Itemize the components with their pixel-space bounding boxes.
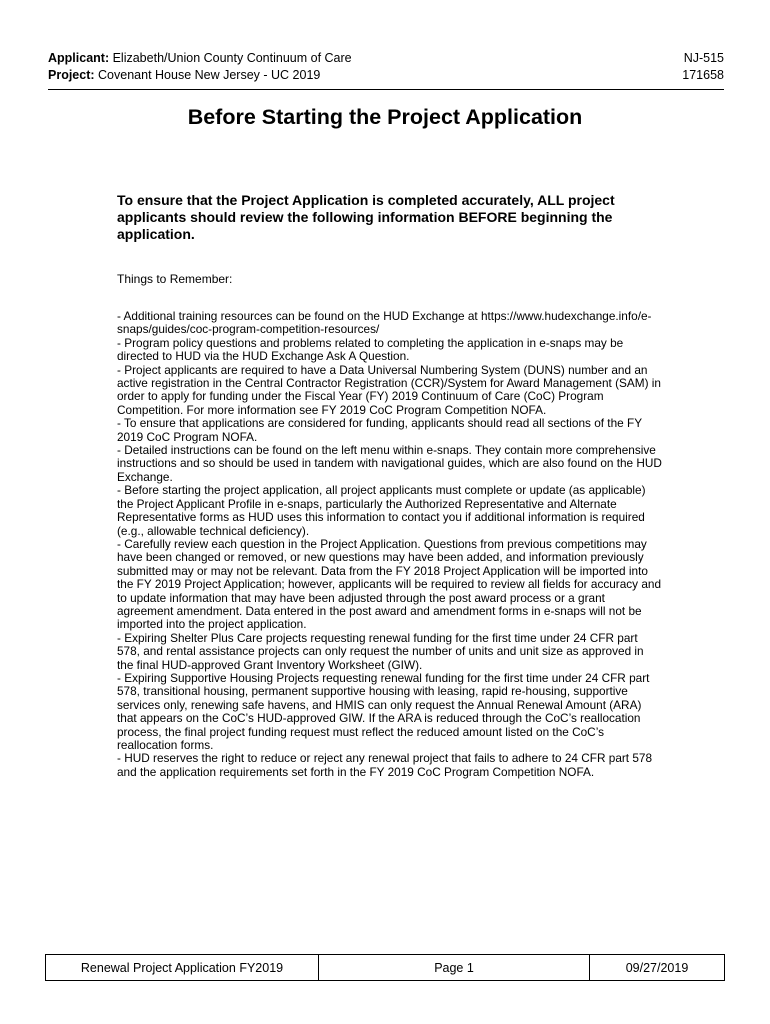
bullet-item: - Project applicants are required to have a Data Universal Numbering System (DUNS) number and an active registration in the Central Contractor Registration (CCR)/System for Award Management (SAM) in order to apply for funding under the Fiscal Year (FY) 2019 Continuum of Care (CoC) Program Competition. For more information see FY 2019 CoC Program Competition NOFA. bbox=[117, 362, 661, 417]
header-row-applicant bbox=[48, 50, 724, 67]
bullet-item: - Program policy questions and problems related to completing the application in e-snaps may be directed to HUD via the HUD Exchange Ask A Question. bbox=[117, 335, 624, 364]
bullet-item: - Additional training resources can be found on the HUD Exchange at https://www.hudexchange.info/e-snaps/guides/coc-program-competition-resources/ bbox=[117, 309, 652, 337]
applicant-value: Elizabeth/Union County Continuum of Care bbox=[112, 51, 352, 65]
things-to-remember-heading: Things to Remember: bbox=[117, 272, 233, 286]
bullet-item: - Before starting the project application, all project applicants must complete or update (as applicable) the Project Applicant Profile in e-snaps, particularly the Authorized Representative and Alternate Representative forms as HUD uses this information to contact you if additional information is required (e.g., allowable technical deficiency). bbox=[117, 483, 646, 538]
project-number: 171658 bbox=[682, 68, 724, 82]
bullet-item: - Expiring Supportive Housing Projects requesting renewal funding for the first time under 24 CFR part 578, transitional housing, permanent supportive housing with leasing, rapid re-housing, supportive services only, renewing safe havens, and HMIS can only request the Annual Renewal Amount (ARA) that appears on the CoC’s HUD-approved GIW. If the ARA is reduced through the CoC’s reallocation process, the final project funding request must reflect the reduced amount listed on the CoC’s reallocation forms. bbox=[117, 670, 650, 752]
bullet-item: - Detailed instructions can be found on the left menu within e-snaps. They contain more comprehensive instructions and so should be used in tandem with navigational guides, which are also found on the HUD Exchange. bbox=[117, 443, 662, 484]
page-title: Before Starting the Project Application bbox=[187, 105, 583, 129]
intro-text: To ensure that the Project Application is completed accurately, ALL project applicants should review the following information BEFORE beginning the application. bbox=[117, 192, 615, 242]
project-label: Project: bbox=[48, 68, 95, 82]
footer-form-name: Renewal Project Application FY2019 bbox=[46, 955, 319, 980]
page-header bbox=[48, 50, 724, 84]
footer-page-number: Page 1 bbox=[319, 955, 590, 980]
header-divider bbox=[48, 89, 724, 90]
applicant-line bbox=[48, 50, 352, 67]
bullet-list bbox=[117, 310, 662, 779]
project-value: Covenant House New Jersey - UC 2019 bbox=[98, 68, 321, 82]
page-footer bbox=[45, 954, 725, 981]
bullet-item: - Expiring Shelter Plus Care projects requesting renewal funding for the first time under 24 CFR part 578, and rental assistance projects can only request the number of units and unit size as approved in the final HUD-approved Grant Inventory Worksheet (GIW). bbox=[117, 630, 644, 672]
header-row-project bbox=[48, 67, 724, 84]
applicant-label: Applicant: bbox=[48, 51, 110, 65]
project-line bbox=[48, 67, 320, 84]
bullet-item: - HUD reserves the right to reduce or reject any renewal project that fails to adhere to 24 CFR part 578 and the application requirements set forth in the FY 2019 CoC Program Competition NOFA. bbox=[117, 751, 653, 779]
coc-number: NJ-515 bbox=[683, 51, 724, 65]
bullet-item: - Carefully review each question in the Project Application. Questions from previous competitions may have been changed or removed, or new questions may have been added, and information previously submitted may or may not be relevant. Data from the FY 2018 Project Application will be imported into the FY 2019 Project Application; however, applicants will be required to review all fields for accuracy and to update information that may have been adjusted through the post award process or a grant agreement amendment. Data entered in the post award and amendment forms in e-snaps will not be imported into the project application. bbox=[117, 536, 662, 632]
footer-date: 09/27/2019 bbox=[625, 960, 689, 975]
bullet-item: - To ensure that applications are considered for funding, applicants should read all sections of the FY 2019 CoC Program NOFA. bbox=[117, 416, 642, 444]
